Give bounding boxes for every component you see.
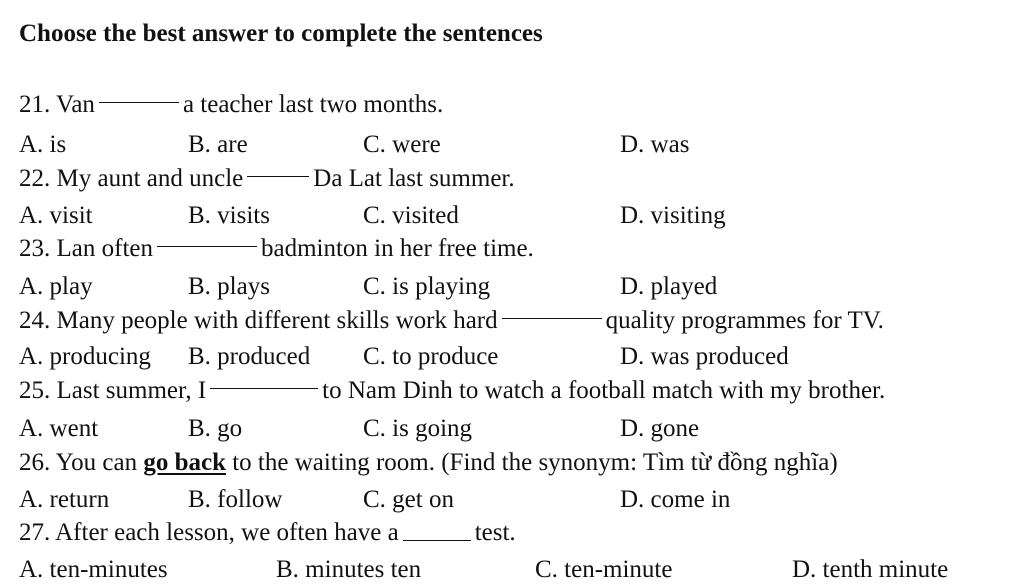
question-23-text-before: 23. Lan often [19,235,153,262]
question-21 [19,90,443,120]
question-21-text-after: a teacher last two months. [182,91,444,118]
question-24-option-b: B. produced [188,343,311,370]
question-21-option-b: B. are [188,131,248,158]
question-21-option-a: A. is [19,131,67,158]
question-22 [19,164,515,194]
question-27-option-d: D. tenth minute [792,556,949,583]
question-21-text-before: 21. Van [19,91,95,118]
question-26-option-c: C. get on [363,486,454,513]
question-24-option-c: C. to produce [363,343,499,370]
question-27-text-before: 27. After each lesson, we often have a [19,519,399,546]
question-26-underlined-phrase: go back [143,449,226,476]
question-25-option-c: C. is going [363,415,473,442]
question-26-option-d: D. come in [620,486,731,513]
question-23-option-d: D. played [620,273,718,300]
question-25-text-after: to Nam Dinh to watch a football match with my brother. [322,377,886,404]
question-26-text-before: 26. You can [19,449,138,476]
question-27-text-after: test. [474,519,516,546]
question-22-text-after: Da Lat last summer. [313,165,515,192]
question-23-blank [157,226,257,247]
worksheet-title: Choose the best answer to complete the sentences [19,20,543,47]
question-24-blank [502,298,602,319]
question-24 [19,306,884,336]
question-22-text-before: 22. My aunt and uncle [19,165,244,192]
question-25-option-a: A. went [19,415,99,442]
question-22-blank [247,156,309,177]
question-21-option-d: D. was [620,131,690,158]
question-24-option-d: D. was produced [620,343,789,370]
question-27 [19,518,516,548]
question-27-option-a: A. ten-minutes [19,556,168,583]
question-24-text-after: quality programmes for TV. [605,307,884,334]
question-23-option-a: A. play [19,273,93,300]
question-23 [19,234,534,264]
question-27-option-b: B. minutes ten [276,556,422,583]
question-27-option-c: C. ten-minute [535,556,673,583]
question-25-text-before: 25. Last summer, I [19,377,207,404]
question-21-blank [99,82,179,103]
question-22-option-c: C. visited [363,202,459,229]
question-22-option-a: A. visit [19,202,93,229]
question-22-option-b: B. visits [188,202,270,229]
question-26-option-b: B. follow [188,486,283,513]
question-21-option-c: C. were [363,131,441,158]
question-25 [19,376,885,406]
question-23-option-c: C. is playing [363,273,491,300]
question-25-option-d: D. gone [620,415,700,442]
question-23-text-after: badminton in her free time. [260,235,534,262]
question-25-blank [210,368,318,389]
question-26-option-a: A. return [19,486,110,513]
question-26-text-after: to the waiting room. (Find the synonym: Tìm từ đồng nghĩa) [232,449,838,476]
question-25-option-b: B. go [188,415,243,442]
question-27-blank [403,520,471,541]
question-24-option-a: A. producing [19,343,151,370]
question-22-option-d: D. visiting [620,202,726,229]
question-24-text-before: 24. Many people with different skills work hard [19,307,498,334]
question-23-option-b: B. plays [188,273,270,300]
question-26 [19,448,838,478]
